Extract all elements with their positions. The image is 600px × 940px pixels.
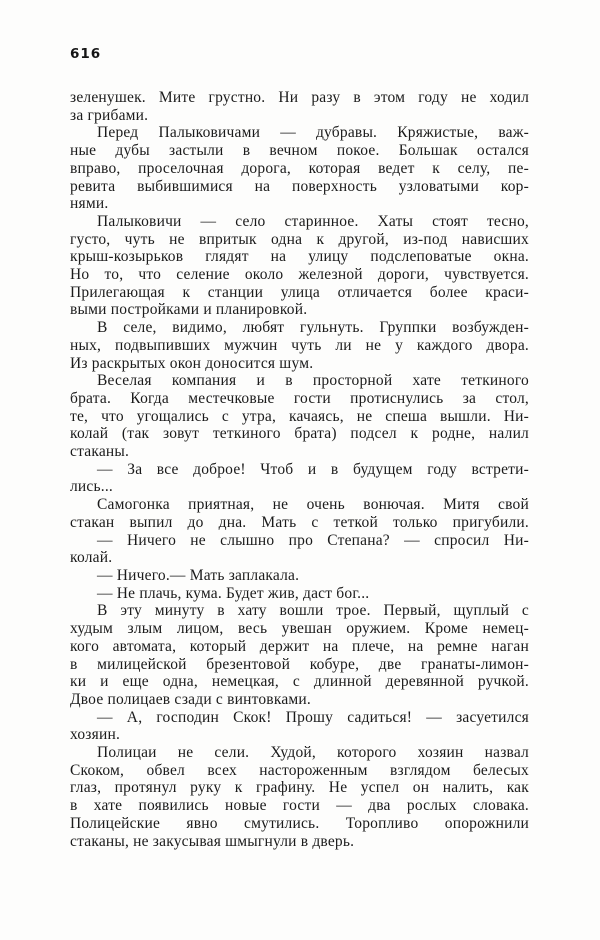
text-line: вправо, проселочная дорога, которая ведет к селу, пе- <box>70 159 529 177</box>
text-line: Перед Палыковичами — дубравы. Кряжистые, важ- <box>97 124 529 142</box>
text-line: брата. Когда местечковые гости протиснулись за стол, <box>70 389 529 407</box>
text-line: ных, подвыпивших мужчин чуть ли не у каждого двора. <box>70 336 529 354</box>
text-line: стаканы, не закусывая шмыгнули в дверь. <box>70 832 355 850</box>
text-line: Самогонка приятная, не очень вонючая. Митя свой <box>97 496 529 514</box>
text-line: ревита выбившимися на поверхность узловатыми кор- <box>70 177 529 195</box>
text-line: колай (так зовут теткиного брата) подсел к родне, налил <box>70 425 529 443</box>
text-line: Палыковичи — село старинное. Хаты стоят тесно, <box>97 212 529 230</box>
text-line: стакан выпил до дна. Мать с теткой только пригубили. <box>70 513 529 531</box>
text-line: В селе, видимо, любят гульнуть. Группки возбужден- <box>97 319 529 337</box>
text-line: Но то, что селение около железной дороги, чувствуется. <box>70 266 529 284</box>
text-line: — Ничего.— Мать заплакала. <box>97 566 300 584</box>
text-block <box>70 89 529 850</box>
text-line: хозяин. <box>70 726 121 744</box>
text-line: ки и еще одна, немецкая, с длинной деревянной ручкой. <box>70 673 529 691</box>
text-line: Прилегающая к станции улица отличается более краси- <box>70 283 529 301</box>
text-line: В эту минуту в хату вошли трое. Первый, щуплый с <box>97 602 529 620</box>
text-line: — Ничего не слышно про Степана? — спросил Ни- <box>97 531 529 549</box>
text-line: худым злым лицом, весь увешан оружием. Кроме немец- <box>70 620 529 638</box>
text-line: нями. <box>70 195 109 213</box>
text-line: лись... <box>70 478 114 496</box>
text-line: — За все доброе! Чтоб и в будущем году встрети- <box>97 460 529 478</box>
text-line: глаз, протянул руку к графину. Не успел он налить, как <box>70 779 529 797</box>
text-line: за грибами. <box>70 106 149 124</box>
text-line: те, что угощались с утра, качаясь, не спеша вышли. Ни- <box>70 407 529 425</box>
text-line: Двое полицаев сзади с винтовками. <box>70 690 311 708</box>
text-line: зеленушек. Мите грустно. Ни разу в этом году не ходил <box>70 89 529 106</box>
text-line: Скоком, обвел всех настороженным взглядом белесых <box>70 761 529 779</box>
text-line: выми постройками и планировкой. <box>70 301 308 319</box>
text-line: густо, чуть не впритык одна к другой, из-под нависших <box>70 230 529 248</box>
text-line: в хате появились новые гости — два рослых словака. <box>70 797 529 815</box>
text-line: Веселая компания и в просторной хате теткиного <box>97 372 529 390</box>
text-line: стаканы. <box>70 443 130 461</box>
text-line: Полицаи не сели. Худой, которого хозяин назвал <box>97 744 529 762</box>
text-line: — Не плачь, кума. Будет жив, даст бог... <box>97 584 370 602</box>
page-number: 616 <box>70 46 102 62</box>
text-line: колай. <box>70 549 113 567</box>
text-line: кого автомата, который держит на плече, на ремне наган <box>70 637 529 655</box>
text-line: крыш-козырьков глядят на улицу подслеповатые окна. <box>70 248 529 266</box>
text-line: в милицейской брезентовой кобуре, две гранаты-лимон- <box>70 655 529 673</box>
text-line: Полицейские явно смутились. Торопливо опорожнили <box>70 814 529 832</box>
text-line: ные дубы застыли в вечном покое. Большак остался <box>70 142 529 160</box>
text-line: — А, господин Скок! Прошу садиться! — засуетился <box>97 708 529 726</box>
text-line: Из раскрытых окон доносится шум. <box>70 354 314 372</box>
